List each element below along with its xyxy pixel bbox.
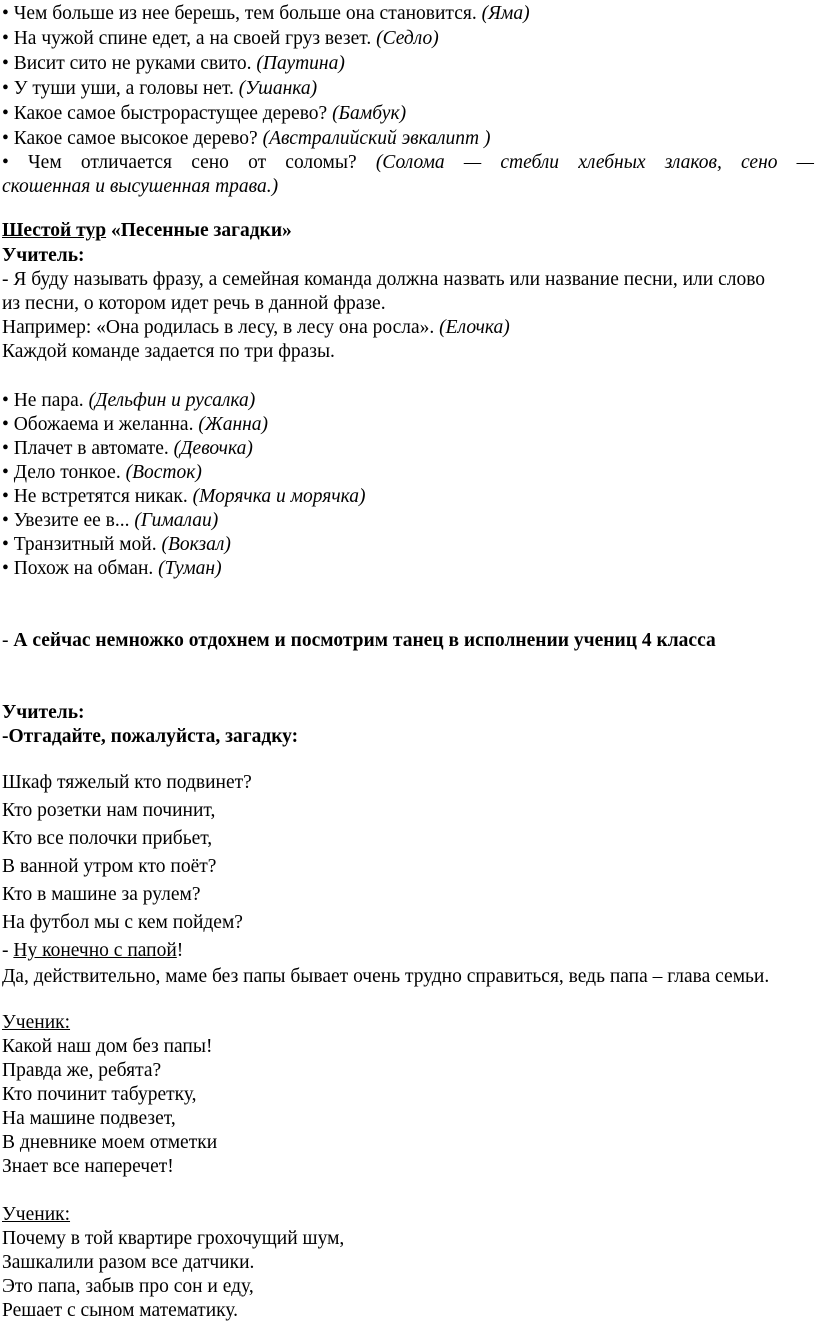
riddle-answer: (Паутина) bbox=[256, 53, 345, 74]
poem-line: Почему в той квартире грохочущий шум, bbox=[2, 1228, 345, 1249]
song-riddle-answer: (Морячка и морячка) bbox=[192, 486, 366, 507]
song-riddle-line bbox=[2, 389, 814, 413]
song-riddle-phrase: • Транзитный мой. bbox=[2, 534, 157, 555]
poem-line: Зашкалили разом все датчики. bbox=[2, 1252, 255, 1273]
riddle-answer-continued: скошенная и высушенная трава.) bbox=[2, 176, 279, 197]
song-riddle-answer: (Туман) bbox=[158, 558, 222, 579]
song-riddle-answer: (Восток) bbox=[125, 462, 202, 483]
riddle-answer: (Солома — стебли хлебных злаков, сено — bbox=[375, 152, 814, 173]
song-riddle-answer: (Девочка) bbox=[173, 438, 253, 459]
paragraph-line: - Я буду называть фразу, а семейная команда должна назвать или название песни, или слово bbox=[2, 269, 766, 290]
riddle-answer: (Седло) bbox=[376, 28, 439, 49]
section-heading-underlined: Шестой тур bbox=[2, 220, 107, 241]
poem-line: На машине подвезет, bbox=[2, 1108, 176, 1129]
poem-line: Какой наш дом без папы! bbox=[2, 1036, 213, 1057]
riddle-line bbox=[2, 27, 814, 51]
riddle-question: • У туши уши, а головы нет. bbox=[2, 78, 234, 99]
section-heading-title: «Песенные загадки» bbox=[110, 220, 292, 241]
riddle-question: • Висит сито не руками свито. bbox=[2, 53, 252, 74]
example-answer: (Елочка) bbox=[439, 317, 510, 338]
song-riddle-phrase: • Дело тонкое. bbox=[2, 462, 121, 483]
dance-announcement-text: А сейчас немножко отдохнем и посмотрим танец в исполнении учениц 4 класса bbox=[13, 630, 716, 651]
dash: - bbox=[2, 630, 14, 651]
riddle-line bbox=[2, 102, 814, 126]
riddle-line bbox=[2, 2, 814, 26]
riddle-answer: (Бамбук) bbox=[332, 103, 407, 124]
song-riddle-line bbox=[2, 413, 814, 437]
poem-line: В ванной утром кто поёт? bbox=[2, 856, 217, 877]
riddle-question: • Какое самое высокое дерево? bbox=[2, 128, 258, 149]
song-riddle-phrase: • Плачет в автомате. bbox=[2, 438, 169, 459]
dash: - bbox=[2, 940, 14, 961]
riddle-answer: (Австралийский эвкалипт ) bbox=[262, 128, 491, 149]
riddle-question: • Какое самое быстрорастущее дерево? bbox=[2, 103, 328, 124]
dance-announcement bbox=[2, 629, 814, 653]
poem-line: Правда же, ребята? bbox=[2, 1060, 162, 1081]
riddle-answer: (Яма) bbox=[481, 3, 530, 24]
speaker-label: Учитель: bbox=[2, 245, 85, 266]
riddle-answer: (Ушанка) bbox=[238, 78, 318, 99]
answer-line bbox=[2, 939, 814, 963]
speaker-label: Ученик: bbox=[2, 1204, 71, 1225]
poem-line: Кто розетки нам починит, bbox=[2, 800, 216, 821]
song-riddle-answer: (Гималаи) bbox=[134, 510, 219, 531]
song-riddle-line bbox=[2, 461, 814, 485]
song-riddle-answer: (Вокзал) bbox=[161, 534, 231, 555]
song-riddle-line bbox=[2, 557, 814, 581]
song-riddle-phrase: • Похож на обман. bbox=[2, 558, 154, 579]
example-text: Например: «Она родилась в лесу, в лесу она росла». bbox=[2, 317, 435, 338]
speaker-label: Учитель: bbox=[2, 702, 85, 723]
poem-line: Это папа, забыв про сон и еду, bbox=[2, 1276, 254, 1297]
riddle-line bbox=[2, 151, 814, 175]
speaker-label: Ученик: bbox=[2, 1012, 71, 1033]
paragraph-line: Каждой команде задается по три фразы. bbox=[2, 341, 335, 362]
poem-line: Кто починит табуретку, bbox=[2, 1084, 197, 1105]
song-riddle-line bbox=[2, 533, 814, 557]
riddle-line bbox=[2, 127, 814, 151]
song-riddle-answer: (Дельфин и русалка) bbox=[88, 390, 256, 411]
poem-line: Решает с сыном математику. bbox=[2, 1300, 238, 1321]
song-riddle-phrase: • Увезите ее в... bbox=[2, 510, 130, 531]
song-riddle-line bbox=[2, 437, 814, 461]
song-riddle-phrase: • Не пара. bbox=[2, 390, 84, 411]
poem-line: Кто все полочки прибьет, bbox=[2, 828, 213, 849]
riddle-question: • Чем отличается сено от соломы? bbox=[2, 152, 357, 173]
song-riddle-phrase: • Обожаема и желанна. bbox=[2, 414, 194, 435]
song-riddle-phrase: • Не встретятся никак. bbox=[2, 486, 188, 507]
riddle-question: • Чем больше из нее берешь, тем больше она становится. bbox=[2, 3, 477, 24]
answer-end: ! bbox=[176, 940, 184, 961]
poem-line: Кто в машине за рулем? bbox=[2, 884, 201, 905]
poem-line: В дневнике моем отметки bbox=[2, 1132, 218, 1153]
conclusion-line: Да, действительно, маме без папы бывает очень трудно справиться, ведь папа – глава семьи. bbox=[2, 966, 770, 987]
riddle-line bbox=[2, 52, 814, 76]
song-riddle-line bbox=[2, 509, 814, 533]
riddle-line bbox=[2, 77, 814, 101]
poem-line: Шкаф тяжелый кто подвинет? bbox=[2, 772, 252, 793]
section-heading bbox=[2, 219, 814, 243]
song-riddle-answer: (Жанна) bbox=[198, 414, 269, 435]
song-riddle-line bbox=[2, 485, 814, 509]
answer-underlined: Ну конечно с папой bbox=[13, 940, 177, 961]
paragraph-line: из песни, о котором идет речь в данной фразе. bbox=[2, 293, 386, 314]
example-line bbox=[2, 316, 814, 340]
teacher-prompt: -Отгадайте, пожалуйста, загадку: bbox=[2, 726, 299, 747]
poem-line: Знает все наперечет! bbox=[2, 1156, 174, 1177]
riddle-question: • На чужой спине едет, а на своей груз везет. bbox=[2, 28, 372, 49]
poem-line: На футбол мы с кем пойдем? bbox=[2, 912, 243, 933]
